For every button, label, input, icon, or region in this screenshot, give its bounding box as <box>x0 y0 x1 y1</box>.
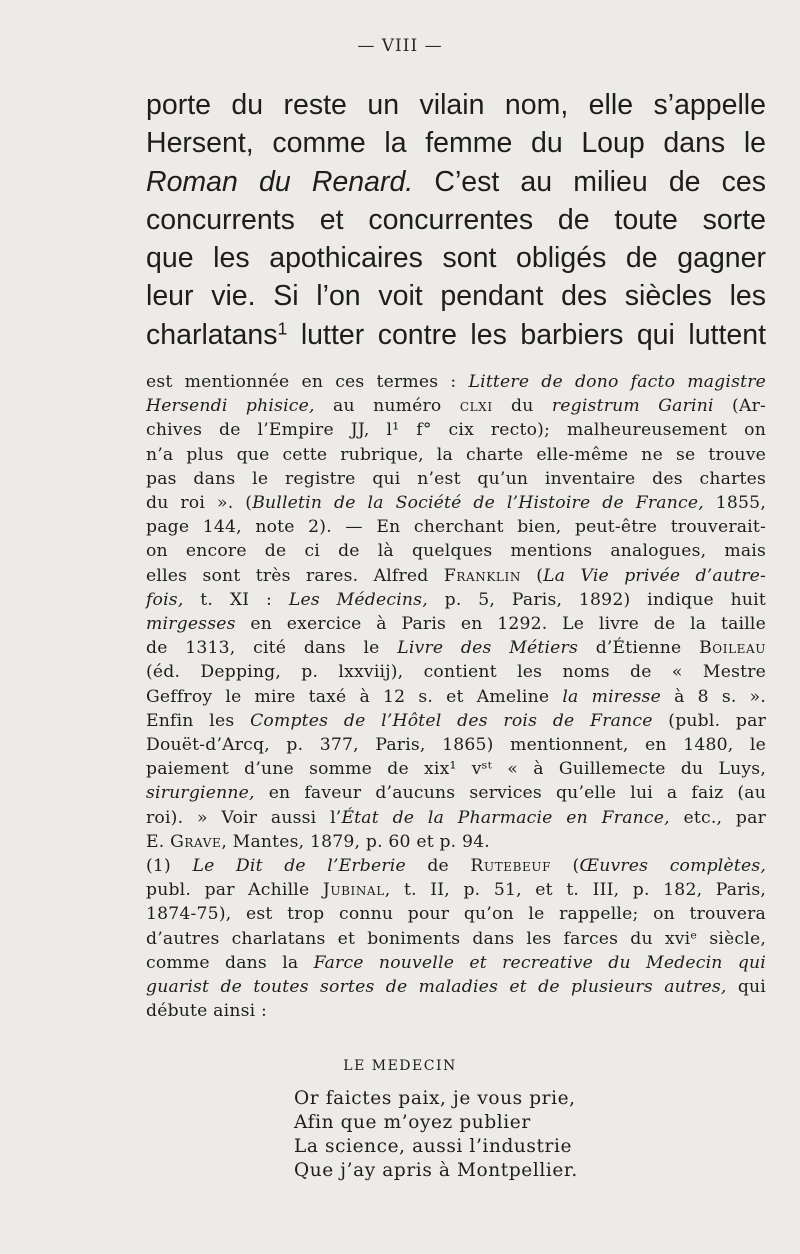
note-line: roi). » Voir aussi l’État de la Pharmacie en France, etc., par <box>146 807 766 828</box>
main-line: Roman du Renard. C’est au milieu de ces <box>146 165 767 198</box>
verse-line: Or faictes paix, je vous prie, <box>294 1088 576 1109</box>
note-line: d’autres charlatans et boniments dans les farces du xviᵉ siècle, <box>146 928 766 949</box>
main-line: porte du reste un vilain nom, elle s’appelle <box>146 89 766 121</box>
note-line: du roi ». (Bulletin de la Société de l’Histoire de France, 1855, <box>146 493 766 514</box>
note-line: pas dans le registre qui n’est qu’un inventaire des chartes <box>146 468 766 489</box>
main-line: que les apothicaires sont obligés de gagner <box>146 242 766 275</box>
note-line: n’a plus que cette rubrique, la charte elle-même ne se trouve <box>146 444 766 465</box>
main-line: charlatans$^1$ lutter contre les barbiers qui luttent <box>146 318 767 351</box>
note-line: 1874-75), est trop connu pour qu’on le rappelle; on trouvera <box>146 904 766 925</box>
note-line: comme dans la Farce nouvelle et recreative du Medecin qui <box>146 952 766 973</box>
footnotes <box>146 370 766 1023</box>
note-line: elles sont très rares. Alfred Franklin (La Vie privée d’autre- <box>146 565 767 586</box>
note-line: est mentionnée en ces termes : Littere de dono facto magistre <box>146 372 766 392</box>
note-line: débute ainsi : <box>146 1001 267 1022</box>
verse-block <box>294 1087 578 1183</box>
note-line: mirgesses en exercice à Paris en 1292. Le livre de la taille <box>146 614 766 635</box>
note-line: chives de l’Empire JJ, l¹ f° cix recto); malheureusement on <box>146 420 766 441</box>
note-line: Hersendi phisice, au numéro clxi du registrum Garini (Ar- <box>146 396 767 417</box>
main-line: leur vie. Si l’on voit pendant des siècles les <box>146 280 766 313</box>
note-line: Geffroy le mire taxé à 12 s. et Ameline la miresse à 8 s. ». <box>146 686 766 707</box>
verse-line: La science, aussi l’industrie <box>294 1136 573 1157</box>
footnote-marker: 1 <box>277 318 288 339</box>
page-number: — VIII — <box>357 36 443 56</box>
note-line: on encore de ci de là quelques mentions analogues, mais <box>146 541 766 562</box>
note-line: guarist de toutes sortes de maladies et de plusieurs autres, qui <box>146 977 766 998</box>
main-line: concurrents et concurrentes de toute sorte <box>146 203 766 236</box>
note-line: page 144, note 2). — En cherchant bien, peut-être trouverait- <box>146 517 766 538</box>
note-line: (éd. Depping, p. lxxviij), contient les noms de « Mestre <box>146 662 766 683</box>
verse-heading: LE MEDECIN <box>343 1058 457 1074</box>
main-text <box>146 86 766 354</box>
note-line: (1) Le Dit de l’Erberie de Rutebeuf (Œuvres complètes, <box>146 856 766 877</box>
note-line: de 1313, cité dans le Livre des Métiers d’Étienne Boileau <box>146 638 766 659</box>
note-line: Enfin les Comptes de l’Hôtel des rois de France (publ. par <box>146 710 767 731</box>
italic-title: Roman du Renard. <box>146 165 414 198</box>
verse-line: Que j’ay apris à Montpellier. <box>294 1160 578 1181</box>
note-line: E. Grave, Mantes, 1879, p. 60 et p. 94. <box>146 831 490 852</box>
main-line: Hersent, comme la femme du Loup dans le <box>146 127 766 160</box>
note-line: Douët-d’Arcq, p. 377, Paris, 1865) mentionnent, en 1480, le <box>146 735 766 756</box>
note-line: fois, t. XI : Les Médecins, p. 5, Paris, 1892) indique huit <box>146 589 766 610</box>
note-line: sirurgienne, en faveur d’aucuns services qu’elle lui a faiz (au <box>146 783 766 804</box>
verse-line: Afin que m’oyez publier <box>294 1112 531 1133</box>
note-line: paiement d’une somme de xix¹ vˢᵗ « à Guillemecte du Luys, <box>146 759 766 780</box>
note-line: publ. par Achille Jubinal, t. II, p. 51, et t. III, p. 182, Paris, <box>146 880 767 901</box>
